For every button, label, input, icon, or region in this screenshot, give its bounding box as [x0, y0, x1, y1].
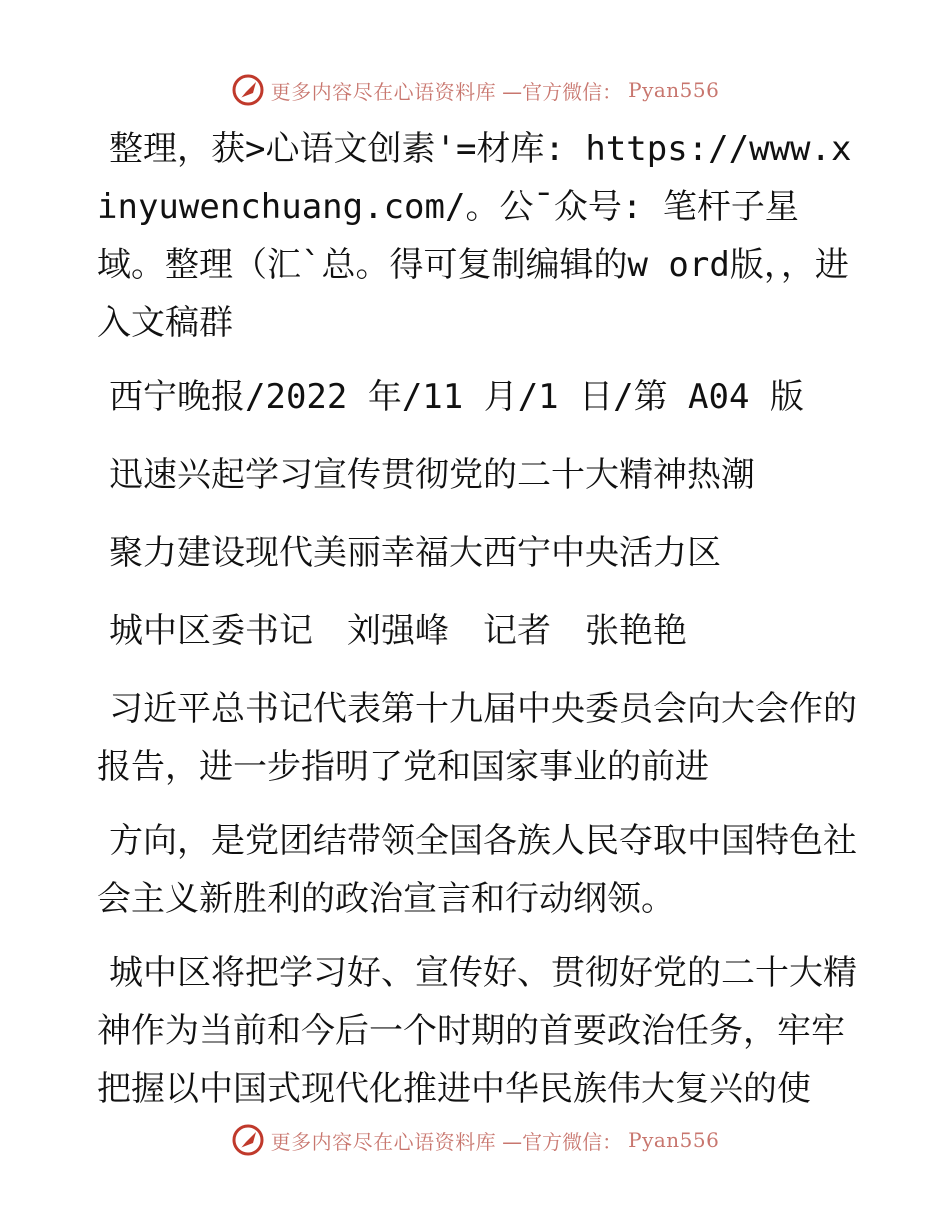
document-body [97, 120, 857, 1134]
body-paragraph: 方向，是党团结带领全国各族人民夺取中国特色社会主义新胜利的政治宣言和行动纲领。 [97, 821, 857, 919]
body-paragraph: 城中区将把学习好、宣传好、贯彻好党的二十大精神作为当前和今后一个时期的首要政治任务，牢牢把握以中国式现代化推进中华民族伟大复兴的使 [97, 953, 857, 1109]
watermark-header [0, 70, 950, 110]
quill-logo-icon [231, 73, 265, 107]
watermark-handle: Pyan556 [628, 1128, 720, 1152]
intro-paragraph: 整理，获>心语文创素'=材库: https://www.xinyuwenchuang.com/。公¯众号: 笔杆子星域。整理（汇`总。得可复制编辑的w ord版，，进入文稿群 [97, 129, 852, 343]
watermark-footer [0, 1120, 950, 1160]
watermark-text: 更多内容尽在心语资料库 [270, 79, 497, 104]
watermark-separator: —官方微信： [502, 79, 623, 104]
watermark-separator: —官方微信： [502, 1129, 623, 1154]
quill-logo-icon [231, 1123, 265, 1157]
watermark-text: 更多内容尽在心语资料库 [270, 1129, 497, 1154]
watermark-handle: Pyan556 [628, 78, 720, 102]
body-paragraph: 习近平总书记代表第十九届中央委员会向大会作的报告，进一步指明了党和国家事业的前进 [97, 689, 857, 787]
headline: 迅速兴起学习宣传贯彻党的二十大精神热潮 [109, 455, 755, 495]
subheadline: 聚力建设现代美丽幸福大西宁中央活力区 [109, 533, 721, 573]
source-line: 西宁晚报/2022 年/11 月/1 日/第 A04 版 [109, 377, 804, 417]
byline: 城中区委书记 刘强峰 记者 张艳艳 [109, 611, 687, 651]
